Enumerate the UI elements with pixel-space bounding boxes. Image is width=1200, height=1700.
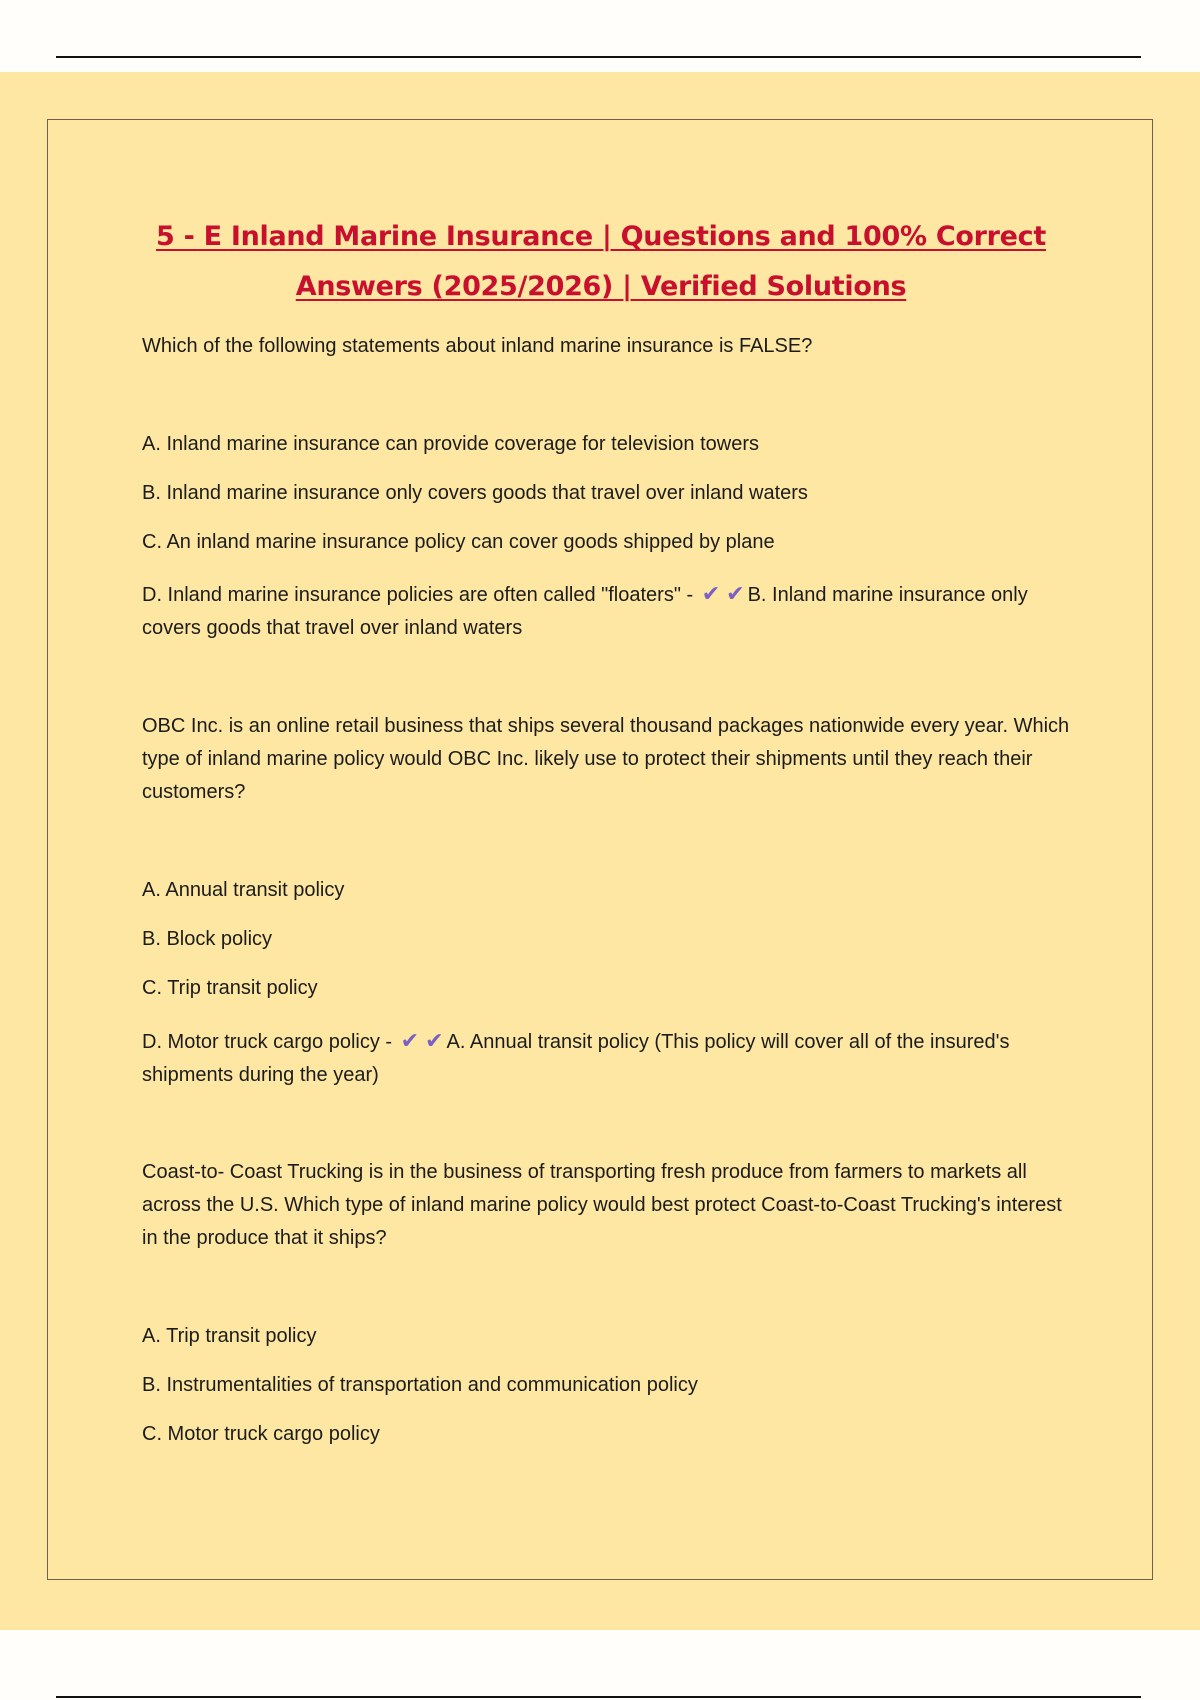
title-line-1: 5 - E Inland Marine Insurance | Questions and 100% Correct bbox=[156, 221, 1046, 252]
question-1-answer: B. Inland marine insurance only covers goods that travel over inland waters bbox=[142, 584, 1028, 639]
question-1-option-b: B. Inland marine insurance only covers goods that travel over inland waters bbox=[142, 482, 808, 504]
question-1-option-a: A. Inland marine insurance can provide coverage for television towers bbox=[142, 433, 759, 455]
question-1-option-d: D. Inland marine insurance policies are often called "floaters" - bbox=[142, 584, 694, 606]
question-3-option-b: B. Instrumentalities of transportation and communication policy bbox=[142, 1374, 698, 1396]
question-3-text: Coast-to- Coast Trucking is in the business of transporting fresh produce from farmers to markets all across the U.S. Which type of inland marine policy would best protect Coast-to-Coast Trucking's interest in the produce that it ships? bbox=[142, 1161, 1062, 1249]
check-mark-icon: ✔ bbox=[726, 582, 745, 607]
question-1-option-d-with-answer bbox=[142, 578, 1072, 645]
question-2-option-c: C. Trip transit policy bbox=[142, 977, 318, 999]
question-2-option-d-with-answer bbox=[142, 1025, 1072, 1092]
question-2-option-d: D. Motor truck cargo policy - bbox=[142, 1031, 393, 1053]
bottom-rule bbox=[56, 1696, 1141, 1698]
document-title bbox=[96, 212, 1106, 312]
question-1-text: Which of the following statements about inland marine insurance is FALSE? bbox=[142, 335, 813, 357]
question-2-option-b: B. Block policy bbox=[142, 928, 273, 950]
question-2-option-a: A. Annual transit policy bbox=[142, 879, 345, 901]
title-line-2: Answers (2025/2026) | Verified Solutions bbox=[295, 271, 907, 302]
question-1-option-c: C. An inland marine insurance policy can cover goods shipped by plane bbox=[142, 531, 775, 553]
top-rule bbox=[56, 56, 1141, 58]
question-3-option-c: C. Motor truck cargo policy bbox=[142, 1423, 380, 1445]
check-mark-icon: ✔ bbox=[701, 582, 721, 607]
check-mark-icon: ✔ bbox=[425, 1029, 444, 1054]
question-2-answer: A. Annual transit policy (This policy will cover all of the insured's shipments during the year) bbox=[142, 1031, 1010, 1086]
question-2-text: OBC Inc. is an online retail business that ships several thousand packages nationwide every year. Which type of inland marine policy would OBC Inc. likely use to protect their shipments until they reach their customers? bbox=[142, 715, 1070, 803]
check-mark-icon: ✔ bbox=[400, 1029, 420, 1054]
question-3-option-a: A. Trip transit policy bbox=[142, 1325, 317, 1347]
